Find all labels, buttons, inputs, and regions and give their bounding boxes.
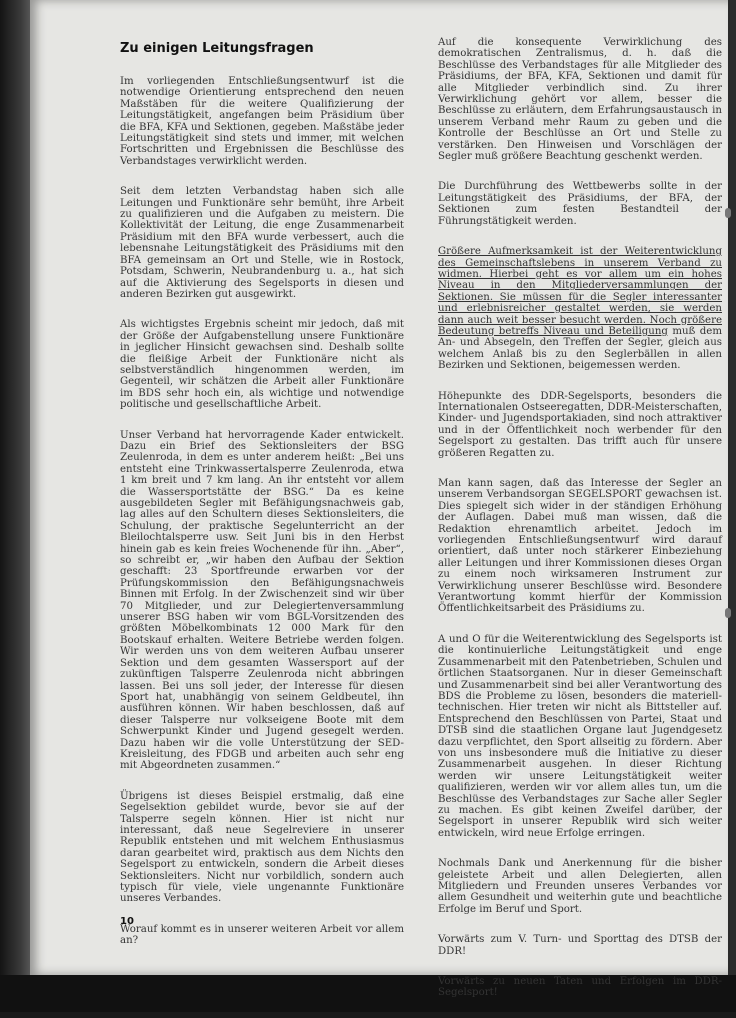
binding-hole [725,208,731,218]
paragraph: Als wichtigstes Ergebnis scheint mir jedoch, daß mit der Größe der Aufgabenstellung unsere Funktionäre in jeglicher Hinsicht gewachsen sind. Deshalb sollte die fleißige Arbeit der Funktionäre nicht als selbstverständlich hingenommen werden, im Gegenteil, wir schätzen die Arbeit aller Funktionäre im BDS sehr hoch ein, als wichtige und notwendige politische und gesellschaftliche Arbeit. [120,319,404,411]
paragraph: Im vorliegenden Entschließungsentwurf ist die notwendige Orientierung entsprechend den neuen Maßstäben für die weitere Qualifizierung der Leitungstätigkeit, angefangen beim Präsidium über die BFA, KFA und Sektionen, gegeben. Maßstäbe jeder Leitungstätigkeit sind stets und immer, mit welchen Fortschritten und Ergebnissen die Beschlüsse des Verbandstages verwirklicht werden. [120,76,404,167]
paragraph: Nochmals Dank und Anerkennung für die bisher geleistete Arbeit und allen Delegierten, allen Mitgliedern und Freunden unseres Verbandes vor allem Gesundheit und weiterhin gute und beachtliche Erfolge im Beruf und Sport. [438,858,722,915]
left-column [120,38,404,966]
paragraph: A und O für die Weiterentwicklung des Segelsports ist die kontinuierliche Leitungstätigkeit und enge Zusammenarbeit mit den Patenbetrieben, Schulen und örtlichen Staatsorganen. Nur in dieser Gemeinschaft und Zusammenarbeit sind bei aller Verantwortung des BDS die Probleme zu lösen, besonders die materiell-technischen. Hier treten wir nicht als Bittsteller auf. Entsprechend den Beschlüssen von Partei, Staat und DTSB sind die staatlichen Organe laut Jugendgesetz dazu verpflichtet, den Sport allseitig zu fördern. Aber von uns insbesondere muß die Initiative zu dieser Zusammenarbeit ausgehen. In dieser Richtung werden wir unsere Leitungstätigkeit weiter qualifizieren, werden wir vor allem alles tun, um die Beschlüsse des Verbandstages zur Sache aller Segler zu machen. Es gibt keinen Zweifel darüber, der Segelsport in unserer Republik wird sich weiter entwickeln, wird neue Erfolge erringen. [438,633,722,839]
paragraph-continuation: muß dem An- und Absegeln, den Treffen der Segler, gleich aus welchem Anlaß bis zu den Seglerbällen in allen Bezirken und Sektionen, beigemessen werden. [438,325,722,372]
paragraph: Übrigens ist dieses Beispiel erstmalig, daß eine Segelsektion gebildet wurde, bevor sie auf der Talsperre segeln können. Hier ist nicht nur interessant, daß neue Segelreviere in unserer Republik entstehen und mit welchem Enthusiasmus daran gearbeitet wird, praktisch aus dem Nichts den Segelsport zu entwickeln, sondern die Arbeit dieses Sektionsleiters. Nicht nur vorbildlich, sondern auch typisch für viele, viele ungenannte Funktionäre unseres Verbandes. [120,790,404,905]
paragraph: Man kann sagen, daß das Interesse der Segler an unserem Verbandsorgan SEGELSPORT gewachsen ist. Dies spiegelt sich wider in der ständigen Erhöhung der Auflagen. Dabei muß man wissen, daß die Redaktion ehrenamtlich arbeitet. Jedoch im vorliegenden Entschließungsentwurf wird darauf orientiert, daß unter noch stärkerer Einbeziehung aller Leitungen und ihrer Kommissionen dieses Organ zu einem noch wirksameren Instrument zur Verwirklichung unserer Beschlüsse wird. Besondere Verantwortung kommt hierfür der Kommission Öffentlichkeitsarbeit des Präsidiums zu. [438,478,722,615]
right-column [438,37,722,1018]
article-title: Zu einigen Leitungsfragen [120,41,314,56]
paragraph: Vorwärts zum V. Turn- und Sporttag des DTSB der DDR! [438,934,722,957]
underlined-paragraph [438,246,722,371]
page-number: 10 [120,916,134,927]
paragraph: Seit dem letzten Verbandstag haben sich alle Leitungen und Funktionäre sehr bemüht, ihre Arbeit zu qualifizieren und die Aufgaben zu meistern. Die Kollektivität der Leitung, die enge Zusammenarbeit Präsidium mit den BFA wurde verbessert, auch die lebensnahe Leitungstätigkeit des Präsidiums mit den BFA gemeinsam an Ort und Stelle, wie in Rostock, Potsdam, Schwerin, Neubrandenburg u. a., hat sich auf die Aktivierung des Segelsports in diesen und anderen Bezirken gut ausgewirkt. [120,186,404,300]
binding-hole [725,608,731,618]
paragraph: Unser Verband hat hervorragende Kader entwickelt. Dazu ein Brief des Sektionsleiters der BSG Zeulenroda, in dem es unter anderem heißt: „Bei uns entsteht eine Trinkwassertalsperre Zeulenroda, etwa 1 km breit und 7 km lang. An ihr entsteht vor allem die Wassersportstätte der BSG.“ Da es keine ausgebildeten Segler mit Befähigungsnachweis gab, lag alles auf den Schultern dieses Sektionsleiters, die Schulung, der praktische Segelunterricht an der Bleilochtalsperre usw. Seit Juni bis in den Herbst hinein gab es kein freies Wochenende für ihn. „Aber“, so schreibt er, „wir haben den Aufbau der Sektion geschafft: 23 Sportfreunde erwarben vor der Prüfungskommission den Befähigungsnachweis Binnen mit Erfolg. In der Zwischenzeit sind wir über 70 Mitglieder, und zur Delegiertenversammlung unserer BSG haben wir vom BGL-Vorsitzenden des größten Möbelkombinats 12 000 Mark für den Bootskauf erhalten. Weitere Betriebe werden folgen. Wir werden uns von dem weiteren Aufbau unserer Sektion und dem gesamten Wassersport auf der zukünftigen Talsperre Zeulenroda nicht abbringen lassen. Bei uns soll jeder, der Interesse für diesen Sport hat, unabhängig von seinem Geldbeutel, ihn ausführen können. Wir haben beschlossen, daß auf dieser Talsperre nur volkseigene Boote mit dem Schwerpunkt Kinder und Jugend gesegelt werden. Dazu haben wir die volle Unterstützung der SED-Kreisleitung, des FDGB und arbeiten auch sehr eng mit Abgeordneten zusammen.“ [120,429,404,772]
paragraph: Auf die konsequente Verwirklichung des demokratischen Zentralismus, d. h. daß die Beschlüsse des Verbandstages für alle Mitglieder des Präsidiums, der BFA, KFA, Sektionen und damit für alle Mitglieder verbindlich sind. Zu ihrer Verwirklichung gehört vor allem, besser die Beschlüsse zu erläutern, dem Erfahrungsaustausch in unserem Verband mehr Raum zu geben und die Kontrolle der Beschlüsse an Ort und Stelle zu verstärken. Den Hinweisen und Vorschlägen der Segler muß größere Beachtung geschenkt werden. [438,37,722,163]
underlined-text: Größere Aufmerksamkeit ist der Weiterentwicklung des Gemeinschaftslebens in unserem Verband zu widmen. Hierbei geht es vor allem um ein hohes Niveau in den Mitgliederversammlungen der Sektionen. Sie müssen für die Segler interessanter und erlebnisreicher gestaltet werden, sie werden dann auch weit besser besucht werden. Noch größere Bedeutung betreffs Niveau und Beteiligung [438,246,722,337]
paragraph: Vorwärts zu neuen Taten und Erfolgen im DDR-Segelsport! [438,976,722,999]
page-edge [728,0,736,975]
paragraph: Die Durchführung des Wettbewerbs sollte in der Leitungstätigkeit des Präsidiums, der BFA, der Sektionen zum festen Bestandteil der Führungstätigkeit werden. [438,181,722,227]
paragraph: Worauf kommt es in unserer weiteren Arbeit vor allem an? [120,923,404,947]
paragraph: Höhepunkte des DDR-Segelsports, besonders die Internationalen Ostseeregatten, DDR-Meisterschaften, Kinder- und Jugendsportakiaden, sind noch attraktiver und in der Öffentlichkeit noch werbender für den Segelsport zu gestalten. Das trifft auch für unsere größeren Regatten zu. [438,390,722,459]
